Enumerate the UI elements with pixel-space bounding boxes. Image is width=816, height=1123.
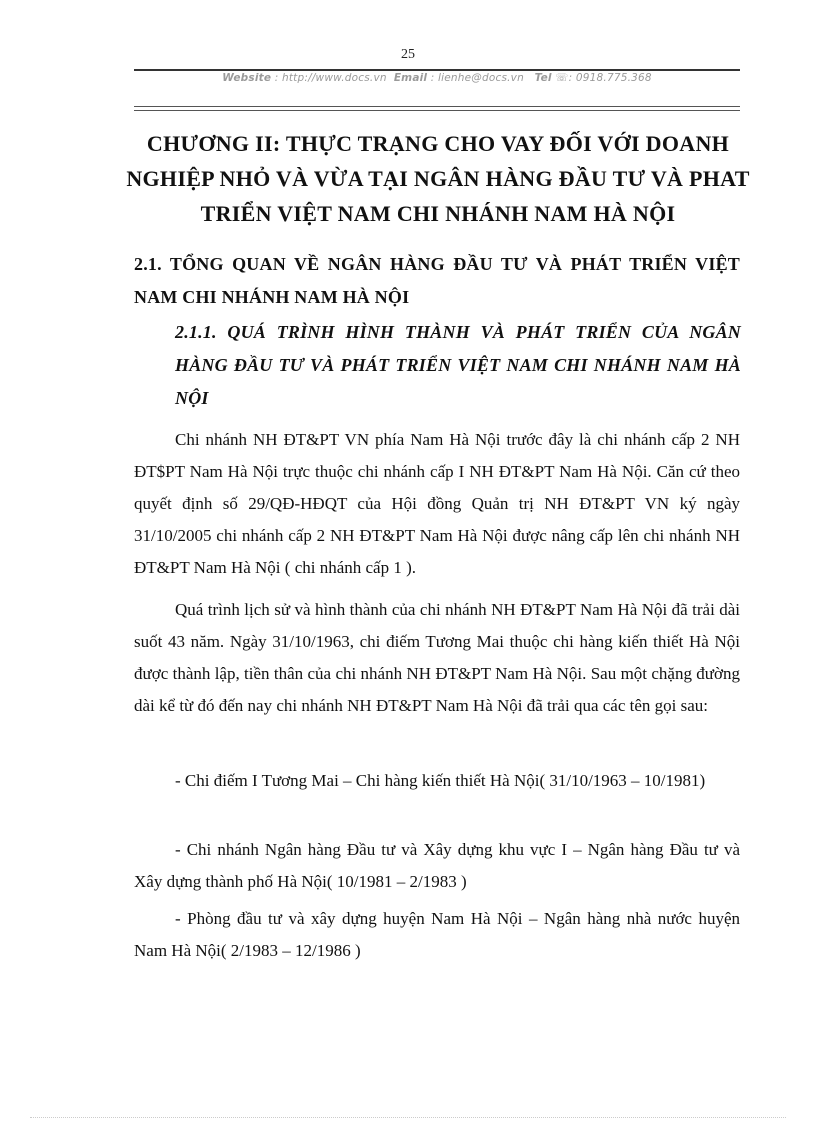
tel-label: Tel — [534, 72, 552, 84]
email-label: Email — [393, 72, 428, 84]
list-item: - Chi điếm I Tương Mai – Chi hàng kiến thiết Hà Nội( 31/10/1963 – 10/1981) — [175, 771, 706, 790]
header-double-rule — [134, 106, 740, 111]
page-number: 25 — [401, 47, 415, 62]
phone-icon: ☏ — [555, 72, 569, 84]
body-paragraph-2: Quá trình lịch sử và hình thành của chi nhánh NH ĐT&PT Nam Hà Nội đã trải dài suốt 43 năm. Ngày 31/10/1963, chi điếm Tương Mai thuộc chi hàng kiến thiết Hà Nội được thành lập, tiền thân của chi nhánh NH ĐT&PT Nam Hà Nội. Sau một chặng đường dài kể từ đó đến nay chi nhánh NH ĐT&PT Nam Hà Nội đã trải qua các tên gọi sau: — [134, 600, 740, 715]
list-item: - Phòng đầu tư và xây dựng huyện Nam Hà Nội – Ngân hàng nhà nước huyện Nam Hà Nội( 2/1983 – 12/1986 ) — [134, 909, 740, 960]
header-rule — [134, 69, 740, 71]
footer-divider — [30, 1117, 786, 1118]
subsection-title: 2.1.1. QUÁ TRÌNH HÌNH THÀNH VÀ PHÁT TRIỂN CỦA NGÂN HÀNG ĐẦU TƯ VÀ PHÁT TRIỂN VIỆT NAM CHI NHÁNH NAM HÀ NỘI — [175, 322, 741, 408]
website-label: Website — [222, 72, 272, 84]
list-item: - Chi nhánh Ngân hàng Đầu tư và Xây dựng khu vực I – Ngân hàng Đầu tư và Xây dựng thành phố Hà Nội( 10/1981 – 2/1983 ) — [134, 840, 740, 891]
tel-value: : 0918.775.368 — [568, 72, 652, 84]
chapter-title: CHƯƠNG II: THỰC TRẠNG CHO VAY ĐỐI VỚI DOANH NGHIỆP NHỎ VÀ VỪA TẠI NGÂN HÀNG ĐẦU TƯ VÀ PHAT TRIỂN VIỆT NAM CHI NHÁNH NAM HÀ NỘI — [126, 131, 750, 226]
header-contact-line — [134, 72, 740, 84]
email-value: : lienhe@docs.vn — [430, 72, 524, 84]
section-title: 2.1. TỔNG QUAN VỀ NGÂN HÀNG ĐẦU TƯ VÀ PHÁT TRIỂN VIỆT NAM CHI NHÁNH NAM HÀ NỘI — [134, 254, 740, 307]
website-value: : http://www.docs.vn — [274, 72, 387, 84]
body-paragraph-1: Chi nhánh NH ĐT&PT VN phía Nam Hà Nội trước đây là chi nhánh cấp 2 NH ĐT$PT Nam Hà Nội trực thuộc chi nhánh cấp I NH ĐT&PT Nam Hà Nội. Căn cứ theo quyết định số 29/QĐ-HĐQT của Hội đồng Quản trị NH ĐT&PT VN ký ngày 31/10/2005 chi nhánh cấp 2 NH ĐT&PT Nam Hà Nội được nâng cấp lên chi nhánh NH ĐT&PT Nam Hà Nội ( chi nhánh cấp 1 ). — [134, 430, 740, 577]
